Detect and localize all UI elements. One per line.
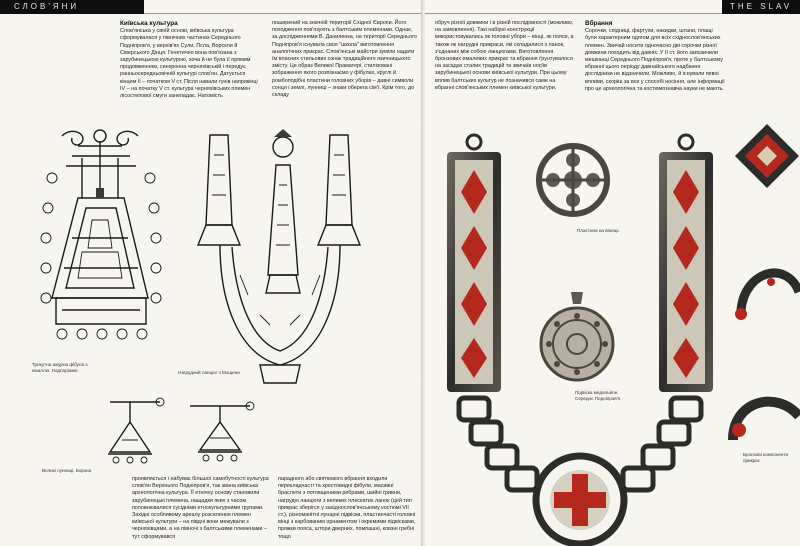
- enamel-fragments-photo: [727, 120, 800, 460]
- lunnitsa-pendants-illustration: [100, 392, 260, 470]
- paragraph: поширений на значній території Східної Європи. Його походження пов'язують з балтським племенами. Однак, за дослідженнями В. Даниленка, на території Середнього Подніпров'я існувала своя "школа" виготовлення аналогічних прикрас. Слов'янські майстри зуміли надати їм власних стильових ознак традиційного язичницького змісту. Це образ Великої Праматері, стилізовані зображення якого розпізнаємо у фібулах, круглі й ромбоподібні пластини головних уборів – давні символи сонця і землі, лунниці – знаки оберега сім'ї. Крім того, до складу: [272, 20, 417, 99]
- central-cross-medallion: [536, 456, 624, 544]
- left-text-column-3: [132, 476, 274, 541]
- header-rule: [144, 13, 423, 14]
- paragraph: Сорочки, спідниці, фартухи, накидки, штани, плащі були характерним одягом для всіх східнослов'янських племен. Звичай носити одночасно дві сорочки різної довжини походить від давніх. У II ст. його запозичили мешканці Середнього Подніпров'я, проте у балтському вбранні цього періоду давнайського надбання дослідники не відзначили. Можливо, й існували певні впливи, скоріш за все у способі носіння, але інформації про це археологічна та костюмознавча науки не мають.: [585, 28, 725, 92]
- right-text-column-1: [435, 20, 575, 92]
- rhomb-plate: [735, 124, 799, 188]
- section-heading-kyiv-culture: Київська культура: [120, 20, 178, 27]
- caption-lunnitsa: Великі лунниці. Борзна: [42, 468, 92, 473]
- ring-fibula: [732, 402, 799, 440]
- chest-chain-illustration: [180, 125, 380, 385]
- section-heading-clothing: Вбрання: [585, 20, 613, 27]
- wheel-plate-photo: [533, 140, 613, 220]
- caption-fibula: Трикутна ажурна фібула з емаллю. Надпоріжжя: [32, 362, 88, 373]
- right-page: [425, 0, 800, 546]
- paragraph: обруч різної довжини і в різній послідовності (можливо, на замовлення). Такі набірні конструкції використовувались як головні убори – вінці, як пояси, а також як нагрудні прикраси, які складалися з ланок, з'єднаних між собою ланцюгами. Виготовлення бронзових емалевих прикрас та вбрання ґрунтувалося на засадах сталих традицій та звичаїв носіїв зарубинецької основи київської культури. При цьому вплив балтських культур не позначився саме на вбранні слов'янських племен київської культури.: [435, 20, 574, 91]
- caption-pendant: Підвіска медальйон. Середнє Подніпров'я: [575, 390, 621, 401]
- paragraph: проявляється і набуває більшої самобутності культура слов'ян Верхнього Подніпров'я, так звана київська археологічна культура. ЇЇ етнічну основу становили зарубинецькі племена, нащадки яких з часом поповнювалися сусідніми етнокультурними групами. Західні особливому ареалу розселення племен київської культури – на півдні вони межували з черняхівцями, а на півночі з балтськими племенами – тут сформувався: [132, 476, 269, 540]
- header-rule: [425, 13, 725, 14]
- horseshoe-fibula: [735, 273, 799, 320]
- triangular-fibula-illustration: [42, 128, 162, 358]
- paragraph: парадного або святкового вбрання входили перекладчасті та хрестовидні фібули, масивні браслети з потовщеними ребрами, шийні гривни, нагрудні ланцюги з великих плескатих ланок (цей тип прикрас зберігся у західнослов'янському костюмі VII ст.), різноманітні лунарні підвіски, пластинчасті головні вінці з карбованим орнаментом і окремими підвісками, пряжки пояса, штори дверних, помпашні, ковзні гребні тощо: [278, 476, 416, 540]
- left-text-column-1: [120, 20, 262, 100]
- left-text-column-4: [278, 476, 418, 541]
- right-enamel-plate: [659, 135, 713, 392]
- left-enamel-plate: [447, 135, 501, 392]
- left-text-column-2: [272, 20, 418, 99]
- caption-plate: Пластина на вінець: [577, 228, 619, 233]
- right-text-column-2: [585, 20, 725, 93]
- paragraph: Слов'янська у своїй основі, київська культура сформувалася у північних частинах Середнього Подніпров'я, у верхів'ях Сули, Псла, Ворскли й Сіверського Дінця. Генетично вона пов'язана з зарубинецькою культурою, хоча й не була її прямим продовженням, синхронна черняхівській і передує ранньосередньовічній культурі слов'ян. Датується кінцем II – початком V ст. Після навали гунів наприкінці IV – на початку V ст. культура черняхівських племен лісостепової смуги занепадає. Натомість: [120, 28, 258, 100]
- medallion-pendant-photo: [537, 288, 617, 388]
- caption-chest-chain: Нагрудний ланцюг з Мощени: [178, 370, 240, 375]
- right-running-head: THE SLAV: [722, 0, 800, 14]
- caption-bronze-parts: Бронзові компоненти прикрас: [743, 452, 789, 463]
- left-running-head: СЛОВ'ЯНИ: [0, 0, 144, 14]
